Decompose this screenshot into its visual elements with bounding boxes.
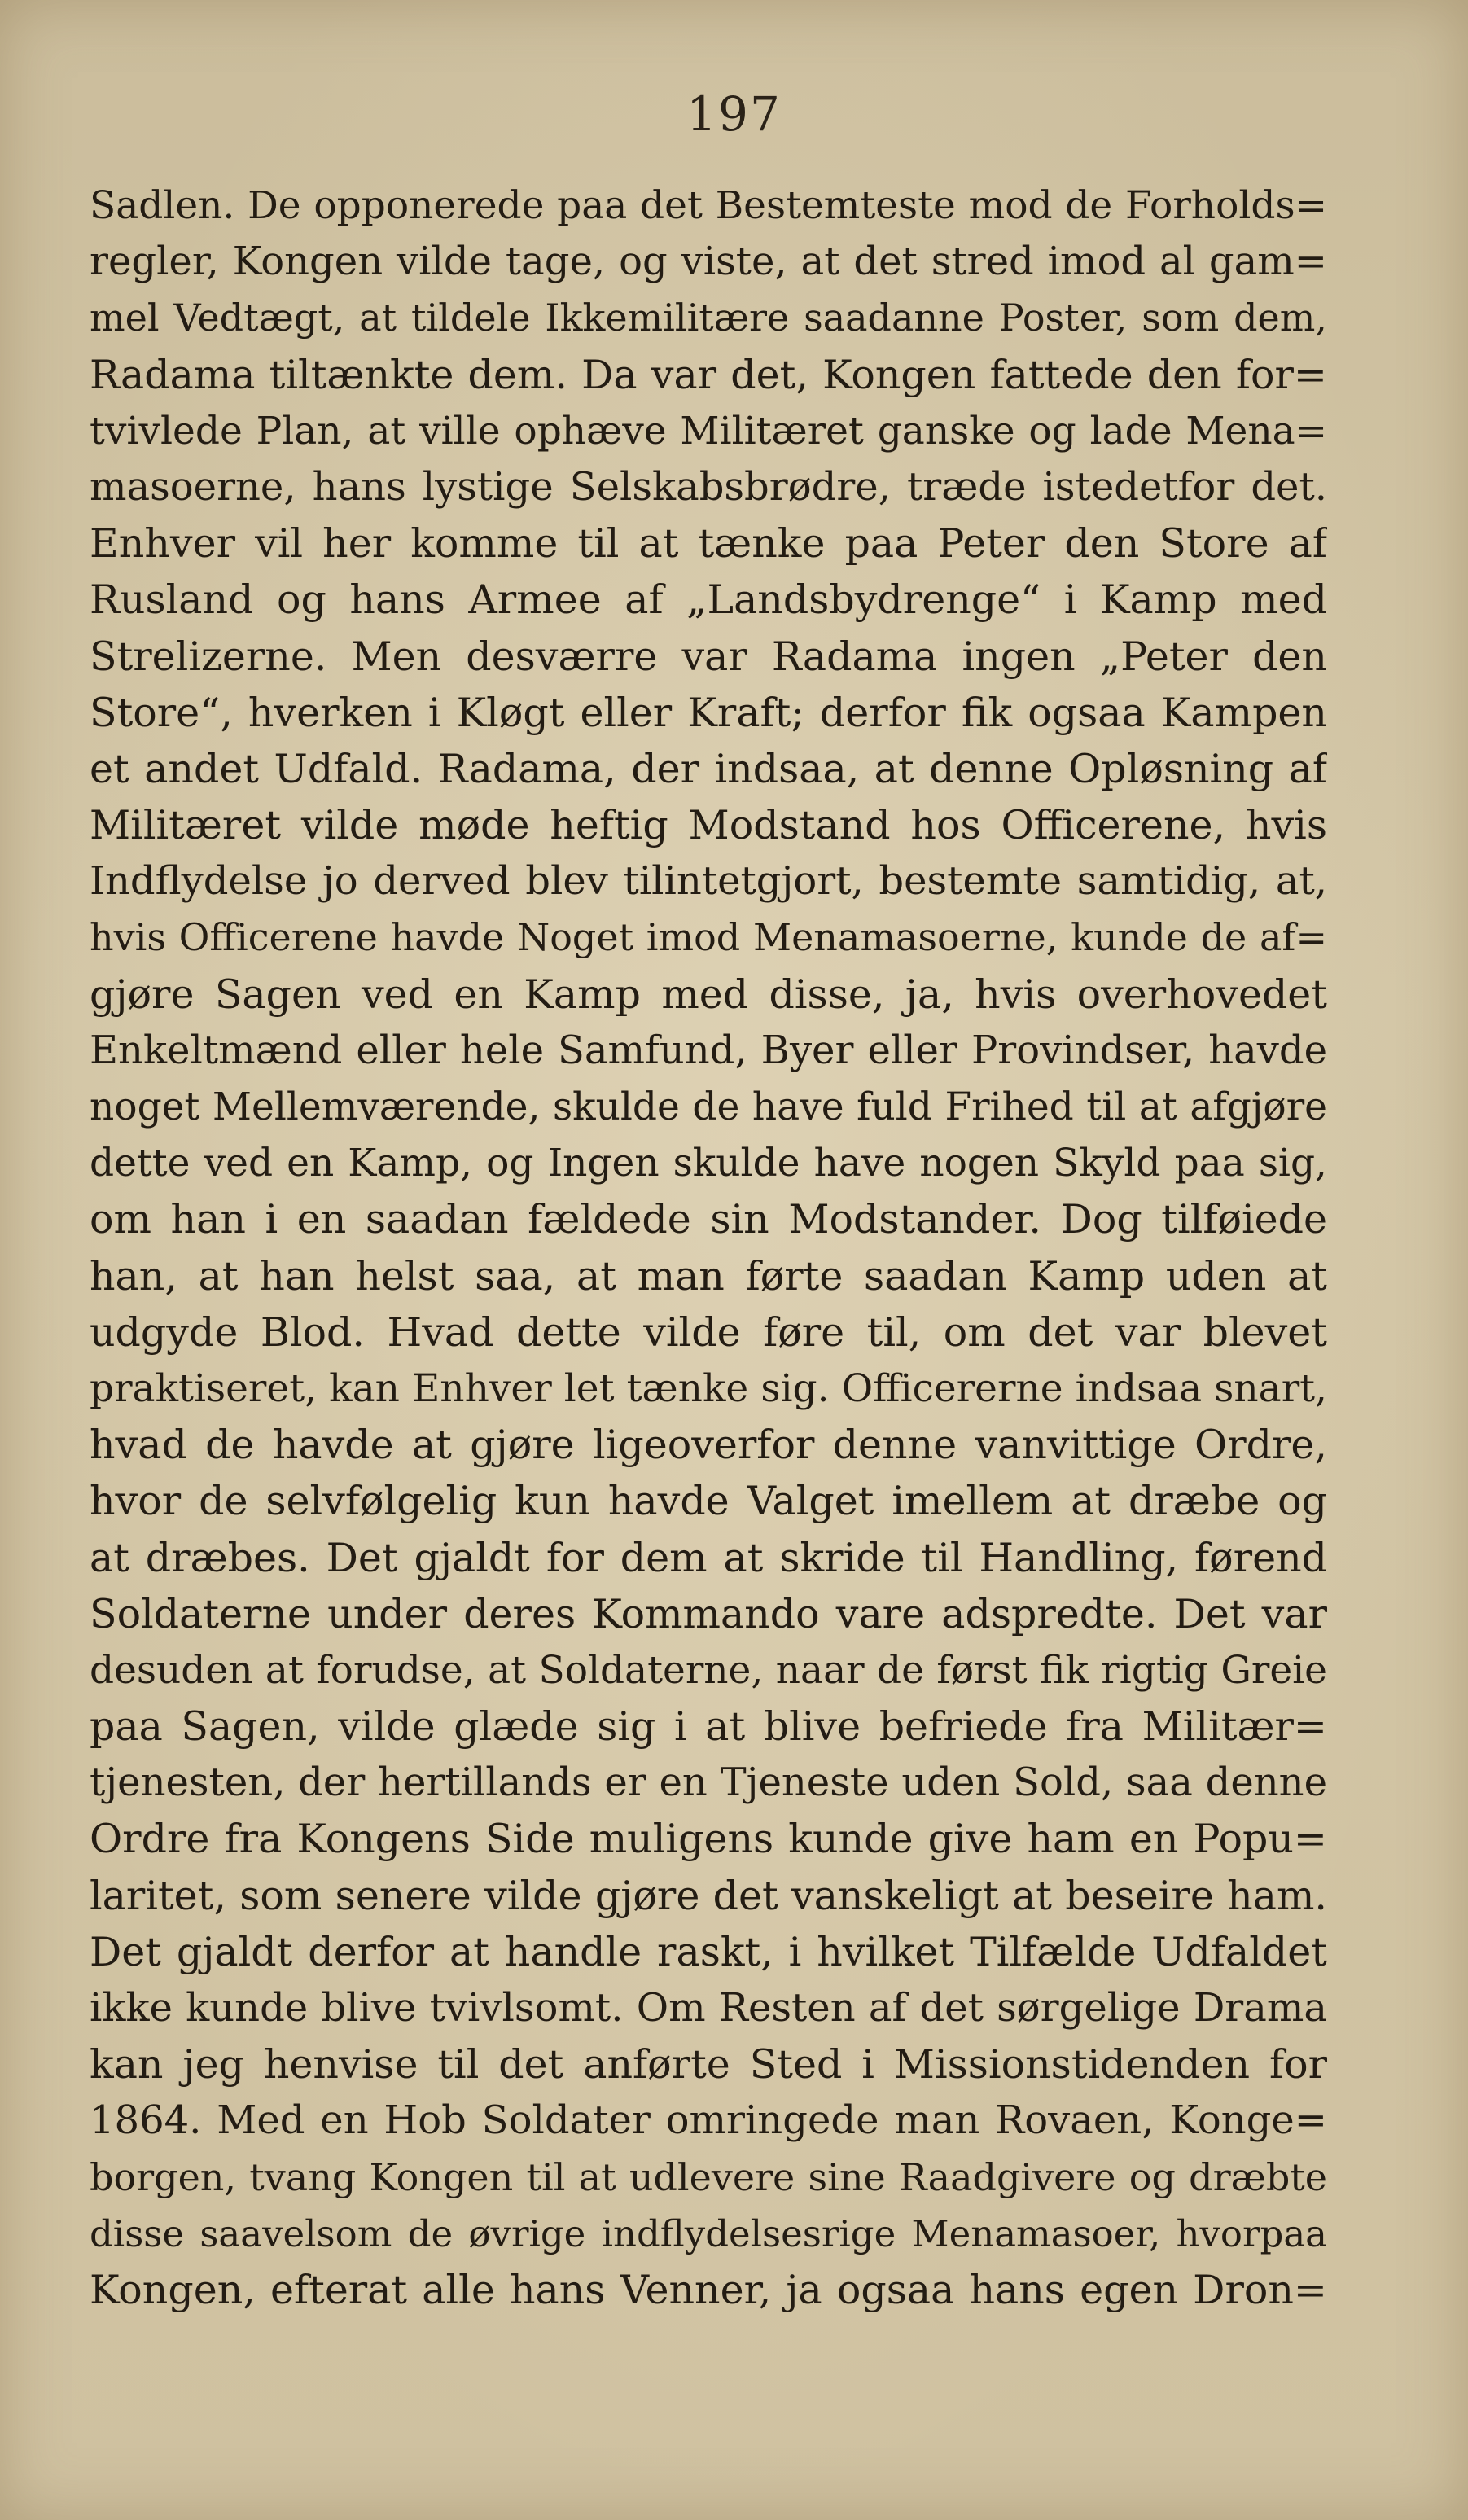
text-line: praktiseret, kan Enhver let tænke sig. Officererne indsaa snart,: [90, 1365, 1327, 1411]
text-line: Det gjaldt derfor at handle raskt, i hvilket Tilfælde Udfaldet: [90, 1928, 1327, 1975]
text-line: Rusland og hans Armee af „Landsbydrenge“ i Kamp med: [90, 576, 1327, 624]
text-line: Store“, hverken i Kløgt eller Kraft; derfor fik ogsaa Kampen: [90, 689, 1327, 736]
text-line: tjenesten, der hertillands er en Tjeneste uden Sold, saa denne: [90, 1760, 1327, 1806]
text-line: paa Sagen, vilde glæde sig i at blive befriede fra Militær=: [90, 1703, 1327, 1751]
text-line: regler, Kongen vilde tage, og viste, at det stred imod al gam=: [90, 239, 1327, 285]
text-line: Enkeltmænd eller hele Samfund, Byer eller Provindser, havde: [90, 1027, 1327, 1073]
text-line: udgyde Blod. Hvad dette vilde føre til, om det var blevet: [90, 1308, 1327, 1356]
text-line: hvor de selvfølgelig kun havde Valget imellem at dræbe og: [90, 1478, 1327, 1525]
text-line: ikke kunde blive tvivlsomt. Om Resten af det sørgelige Drama: [90, 1985, 1327, 2031]
text-line: Strelizerne. Men desværre var Radama ingen „Peter den: [90, 633, 1327, 680]
text-line: Sadlen. De opponerede paa det Bestemteste mod de Forholds=: [90, 183, 1327, 228]
text-line: Kongen, efterat alle hans Venner, ja ogsaa hans egen Dron=: [90, 2266, 1327, 2313]
text-line: Ordre fra Kongens Side muligens kunde give ham en Popu=: [90, 1816, 1327, 1863]
text-line: hvis Officerene havde Noget imod Menamasoerne, kunde de af=: [90, 915, 1327, 960]
text-line: gjøre Sagen ved en Kamp med disse, ja, hvis overhovedet: [90, 971, 1327, 1018]
text-line: masoerne, hans lystige Selskabsbrødre, træde istedetfor det.: [90, 463, 1327, 510]
text-line: dette ved en Kamp, og Ingen skulde have nogen Skyld paa sig,: [90, 1141, 1327, 1186]
text-line: desuden at forudse, at Soldaterne, naar de først fik rigtig Greie: [90, 1647, 1327, 1693]
body-text: [90, 177, 1327, 2318]
text-line: om han i en saadan fældede sin Modstander. Dog tilføiede: [90, 1196, 1327, 1243]
text-line: hvad de havde at gjøre ligeoverfor denne vanvittige Ordre,: [90, 1422, 1327, 1469]
text-line: han, at han helst saa, at man førte saadan Kamp uden at: [90, 1252, 1327, 1299]
text-line: 1864. Med en Hob Soldater omringede man Rovaen, Konge=: [90, 2097, 1327, 2144]
text-line: disse saavelsom de øvrige indflydelsesrige Menamasoer, hvorpaa: [90, 2211, 1327, 2255]
text-line: kan jeg henvise til det anførte Sted i Missionstidenden for: [90, 2041, 1327, 2088]
text-line: noget Mellemværende, skulde de have fuld Frihed til at afgjøre: [90, 1085, 1327, 1129]
text-line: Indflydelse jo derved blev tilintetgjort, bestemte samtidig, at,: [90, 858, 1327, 905]
text-line: borgen, tvang Kongen til at udlevere sine Raadgivere og dræbte: [90, 2154, 1327, 2199]
text-line: laritet, som senere vilde gjøre det vanskeligt at beseire ham.: [90, 1872, 1327, 1919]
text-line: et andet Udfald. Radama, der indsaa, at denne Opløsning af: [90, 745, 1327, 792]
text-line: Radama tiltænkte dem. Da var det, Kongen fattede den for=: [90, 351, 1327, 398]
text-line: Soldaterne under deres Kommando vare adspredte. Det var: [90, 1590, 1327, 1637]
text-line: tvivlede Plan, at ville ophæve Militæret ganske og lade Mena=: [90, 408, 1327, 454]
text-line: mel Vedtægt, at tildele Ikkemilitære saadanne Poster, som dem,: [90, 296, 1327, 340]
text-line: Militæret vilde møde heftig Modstand hos Officerene, hvis: [90, 802, 1327, 849]
page-number: 197: [686, 86, 782, 142]
text-line: at dræbes. Det gjaldt for dem at skride til Handling, førend: [90, 1534, 1327, 1581]
text-line: Enhver vil her komme til at tænke paa Peter den Store af: [90, 520, 1327, 568]
